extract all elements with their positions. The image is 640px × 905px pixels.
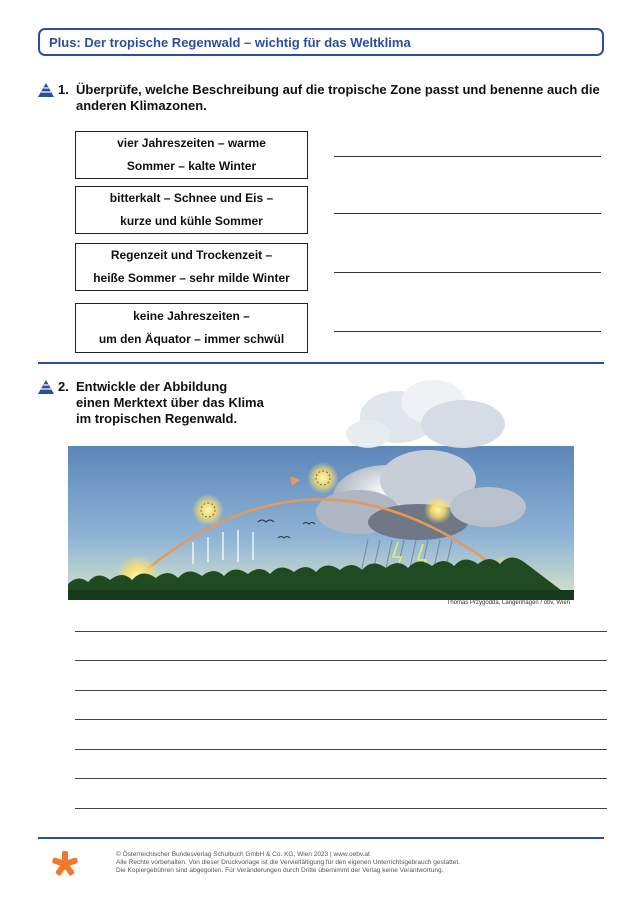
image-credit: Thomas Przygodda, Langenhagen / öbv, Wien xyxy=(446,600,570,606)
writing-line[interactable] xyxy=(75,660,607,661)
footer-divider xyxy=(38,837,604,839)
level-pyramid-icon xyxy=(38,380,54,394)
zone-box-4: keine Jahreszeiten – um den Äquator – immer schwül xyxy=(75,303,308,353)
writing-line[interactable] xyxy=(75,749,607,750)
task1-number: 1. xyxy=(58,82,69,97)
writing-line[interactable] xyxy=(75,778,607,779)
publisher-logo-icon xyxy=(52,851,78,877)
page-title: Plus: Der tropische Regenwald – wichtig für das Weltklima xyxy=(49,34,411,50)
answer-line-1[interactable] xyxy=(334,156,601,157)
writing-line[interactable] xyxy=(75,808,607,809)
level-pyramid-icon xyxy=(38,83,54,97)
footer-copyright: © Österreichischer Bundesverlag Schulbuch GmbH & Co. KG, Wien 2023 | www.oebv.at Alle Rechte vorbehalten. Von dieser Druckvorlage ist die Vervielfältigung für den eigenen Unterrichtsgebrauch gestattet. Die Kopiergebühren sind abgegolten. Für Veränderungen durch Dritte übernimmt der Verlag keine Verantwortung. xyxy=(116,851,460,874)
section-divider xyxy=(38,362,604,364)
zone-box-2: bitterkalt – Schnee und Eis – kurze und kühle Sommer xyxy=(75,186,308,234)
zone-box-1: vier Jahreszeiten – warme Sommer – kalte Winter xyxy=(75,131,308,179)
task1-instruction: Überprüfe, welche Beschreibung auf die tropische Zone passt und benenne auch die anderen Klimazonen. xyxy=(76,82,600,113)
answer-line-2[interactable] xyxy=(334,213,601,214)
zone-box-3: Regenzeit und Trockenzeit – heiße Sommer – sehr milde Winter xyxy=(75,243,308,291)
task2-number: 2. xyxy=(58,379,69,394)
answer-line-4[interactable] xyxy=(334,331,601,332)
task2-instruction: Entwickle der Abbildung einen Merktext über das Klima im tropischen Regenwald. xyxy=(76,379,264,426)
answer-line-3[interactable] xyxy=(334,272,601,273)
writing-line[interactable] xyxy=(75,690,607,691)
writing-line[interactable] xyxy=(75,719,607,720)
page-header xyxy=(38,28,604,56)
writing-line[interactable] xyxy=(75,631,607,632)
rainforest-climate-illustration xyxy=(68,372,574,600)
